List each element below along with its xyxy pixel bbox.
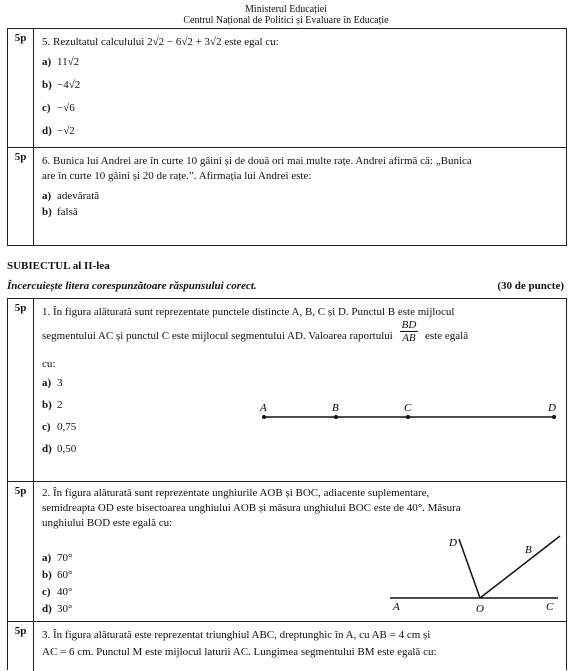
points-segment-figure xyxy=(8,299,566,481)
label-D: D xyxy=(449,537,457,549)
q2-option-d-letter: d) xyxy=(42,603,52,615)
question-2-line1: 2. În figura alăturată sunt reprezentate unghiurile AOB și BOC, adiacente suplementare, xyxy=(42,487,430,499)
q5-option-c-letter: c) xyxy=(42,102,51,114)
q1-option-b-letter: b) xyxy=(42,399,52,411)
point-D xyxy=(552,415,556,419)
q6-option-b-letter: b) xyxy=(42,206,52,218)
q1-option-d-letter: d) xyxy=(42,443,52,455)
question-2-row xyxy=(8,481,566,621)
q5-option-d-letter: d) xyxy=(42,125,52,137)
question-1-line2b: este egală xyxy=(425,330,469,343)
q2-option-b-value: 60° xyxy=(57,569,73,581)
subject2-table xyxy=(7,298,567,670)
q5-option-c[interactable] xyxy=(42,102,75,114)
label-A: A xyxy=(393,601,400,613)
q5-option-a-value: 11√2 xyxy=(57,56,80,68)
question-1-line2a: segmentului AC și punctul C este mijlocul segmentului AD. Valoarea raportului xyxy=(42,330,393,343)
ray-OD xyxy=(459,539,480,598)
point-B xyxy=(334,415,338,419)
ratio-denominator: AB xyxy=(402,332,416,344)
subject2-title: SUBIECTUL al II-lea xyxy=(7,260,110,272)
question-2-line2: semidreapta OD este bisectoarea unghiului AOB și măsura unghiului BOC este de 40°. Măsura xyxy=(42,502,461,514)
q1-option-c-letter: c) xyxy=(42,421,51,433)
label-B: B xyxy=(525,544,532,556)
q1-option-b-value: 2 xyxy=(57,399,63,411)
q5-option-a-letter: a) xyxy=(42,56,52,68)
ratio-numerator: BD xyxy=(401,319,417,331)
question-3-line1: 3. În figura alăturată este reprezentat triunghiul ABC, dreptunghic în A, cu AB = 4 cm și xyxy=(42,629,431,641)
point-A xyxy=(262,415,266,419)
question-1-row xyxy=(8,299,566,481)
q5-option-d-value: −√2 xyxy=(57,125,75,137)
angles-figure xyxy=(8,482,566,622)
label-A: A xyxy=(260,402,267,414)
q2-option-b-letter: b) xyxy=(42,569,52,581)
q1-option-c-value: 0,75 xyxy=(57,421,77,433)
question-6-row xyxy=(8,147,566,245)
q2-option-d-value: 30° xyxy=(57,603,73,615)
question-3-row xyxy=(8,621,566,671)
question-5-points: 5p xyxy=(8,29,34,147)
q2-option-a-letter: a) xyxy=(42,552,52,564)
ministry-name: Ministerul Educației xyxy=(245,4,327,15)
center-name: Centrul Național de Politici și Evaluare în Educație xyxy=(183,15,389,26)
q2-option-c-value: 40° xyxy=(57,586,73,598)
question-5-text: 5. Rezultatul calculului 2√2 − 6√2 + 3√2 este egal cu: xyxy=(42,36,279,48)
q5-option-b-letter: b) xyxy=(42,79,52,91)
ray-OB xyxy=(480,536,560,598)
label-D: D xyxy=(548,402,556,414)
q5-option-c-value: −√6 xyxy=(57,102,75,114)
label-C: C xyxy=(546,601,554,613)
question-3-points: 5p xyxy=(8,622,34,671)
label-B: B xyxy=(332,402,339,414)
q5-option-b[interactable] xyxy=(42,79,80,91)
question-5-row xyxy=(8,29,566,147)
q6-option-b[interactable] xyxy=(42,206,78,218)
question-2-line3: unghiului BOD este egală cu: xyxy=(42,517,173,529)
label-O: O xyxy=(476,603,484,615)
q1-option-a-value: 3 xyxy=(57,377,63,389)
question-3-line2: AC = 6 cm. Punctul M este mijlocul laturii AC. Lungimea segmentului BM este egală cu: xyxy=(42,646,437,658)
q6-option-a-value: adevărată xyxy=(57,190,100,202)
q5-option-d[interactable] xyxy=(42,125,75,137)
subject2-points: (30 de puncte) xyxy=(497,280,564,292)
point-C xyxy=(406,415,410,419)
question-1-points: 5p xyxy=(8,299,34,481)
q5-option-a[interactable] xyxy=(42,56,79,68)
question-2-points: 5p xyxy=(8,482,34,621)
subject2-instruction: Încercuiește litera corespunzătoare răspunsului corect. xyxy=(7,280,257,292)
label-C: C xyxy=(404,402,412,414)
q1-option-a-letter: a) xyxy=(42,377,52,389)
q6-option-b-value: falsă xyxy=(57,206,78,218)
q6-option-a[interactable] xyxy=(42,190,99,202)
question-1-line3: cu: xyxy=(42,358,56,370)
q1-option-d-value: 0,50 xyxy=(57,443,77,455)
q6-option-a-letter: a) xyxy=(42,190,52,202)
question-6-line2: are în curte 10 găini și 20 de rațe.”. Afirmația lui Andrei este: xyxy=(42,170,312,182)
question-1-line1: 1. În figura alăturată sunt reprezentate punctele distincte A, B, C și D. Punctul B este mijlocul xyxy=(42,306,455,318)
q2-option-a-value: 70° xyxy=(57,552,73,564)
q5-option-b-value: −4√2 xyxy=(57,79,81,91)
question-6-line1: 6. Bunica lui Andrei are în curte 10 găini și de două ori mai multe rațe. Andrei afirmă că: „Bunica xyxy=(42,155,472,167)
question-6-points: 5p xyxy=(8,148,34,245)
subject1-table xyxy=(7,28,567,246)
q2-option-c-letter: c) xyxy=(42,586,51,598)
